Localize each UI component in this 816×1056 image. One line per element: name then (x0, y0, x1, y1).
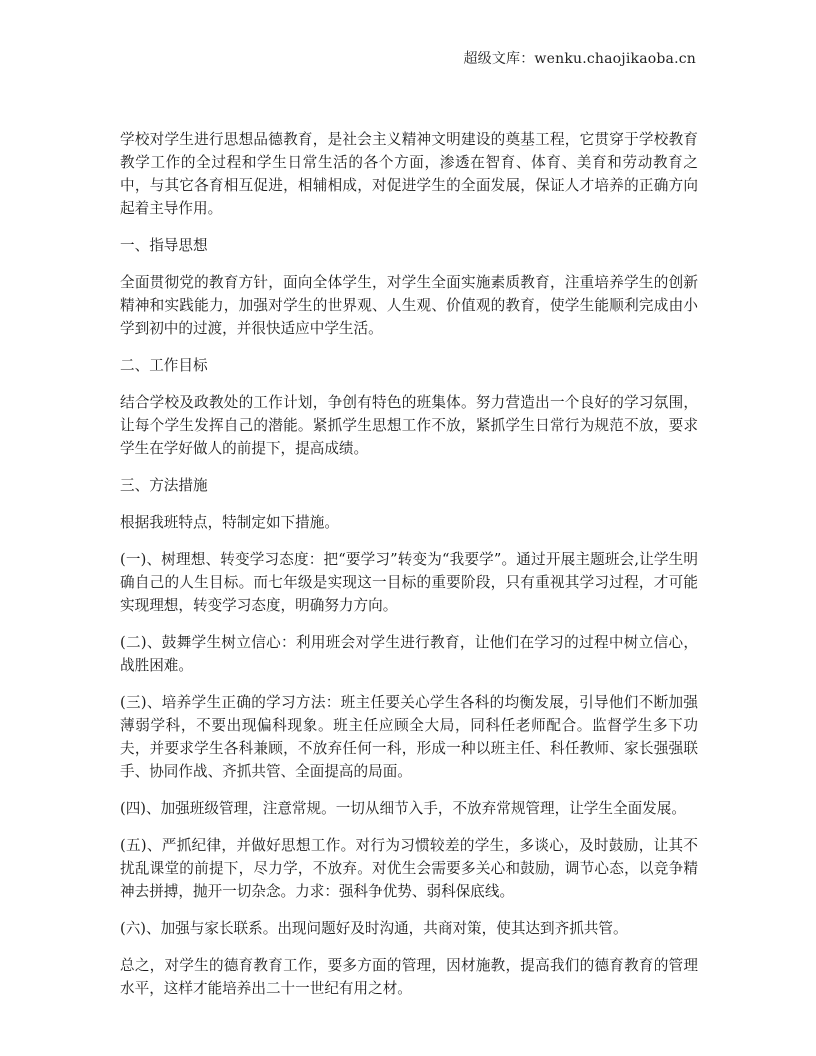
conclusion-paragraph: 总之，对学生的德育教育工作，要多方面的管理，因材施教，提高我们的德育教育的管理水平，这样才能培养出二十一世纪有用之材。 (120, 957, 698, 997)
measure-5-paragraph: (五)、严抓纪律，并做好思想工作。对行为习惯较差的学生，多谈心，及时鼓励，让其不扰乱课堂的前提下，尽力学，不放弃。对优生会需要多关心和鼓励，调节心态，以竞争精神去拼搏，抛开一切杂念。力求：强科争优势、弱科保底线。 (120, 837, 698, 900)
intro-paragraph: 学校对学生进行思想品德教育，是社会主义精神文明建设的奠基工程，它贯穿于学校教育教学工作的全过程和学生日常生活的各个方面，渗透在智育、体育、美育和劳动教育之中，与其它各育相互促进，相辅相成，对促进学生的全面发展，保证人才培养的正确方向起着主导作用。 (120, 131, 698, 217)
measure-1-paragraph: (一)、树理想、转变学习态度：把“要学习”转变为“我要学”。通过开展主题班会,让学生明确自己的人生目标。而七年级是实现这一目标的重要阶段，只有重视其学习过程，才可能实现理想，转变学习态度，明确努力方向。 (120, 551, 698, 614)
work-goals-paragraph: 结合学校及政教处的工作计划，争创有特色的班集体。努力营造出一个良好的学习氛围，让每个学生发挥自己的潜能。紧抓学生思想工作不放，紧抓学生日常行为规范不放，要求学生在学好做人的前提下，提高成绩。 (120, 394, 698, 457)
document-body (120, 128, 698, 1014)
methods-intro-paragraph: 根据我班特点，特制定如下措施。 (120, 514, 339, 531)
section-heading-guiding-ideology: 一、指导思想 (120, 237, 208, 254)
measure-2-paragraph: (二)、鼓舞学生树立信心：利用班会对学生进行教育，让他们在学习的过程中树立信心，战胜困难。 (120, 634, 698, 674)
section-heading-work-goals: 二、工作目标 (120, 357, 208, 374)
measure-6-paragraph: (六)、加强与家长联系。出现问题好及时沟通，共商对策，使其达到齐抓共管。 (120, 920, 628, 937)
site-header-label: 超级文库：wenku.chaojikaoba.cn (463, 51, 696, 67)
measure-3-paragraph: (三)、培养学生正确的学习方法：班主任要关心学生各科的均衡发展，引导他们不断加强薄弱学科，不要出现偏科现象。班主任应顾全大局，同科任老师配合。监督学生多下功夫，并要求学生各科兼顾，不放弃任何一科，形成一种以班主任、科任教师、家长强强联手、协同作战、齐抓共管、全面提高的局面。 (120, 694, 698, 780)
guiding-ideology-paragraph: 全面贯彻党的教育方针，面向全体学生，对学生全面实施素质教育，注重培养学生的创新精神和实践能力，加强对学生的世界观、人生观、价值观的教育，使学生能顺利完成由小学到初中的过渡，并很快适应中学生活。 (120, 274, 698, 337)
measure-4-paragraph: (四)、加强班级管理，注意常规。一切从细节入手，不放弃常规管理，让学生全面发展。 (120, 800, 686, 817)
section-heading-methods: 三、方法措施 (120, 477, 208, 494)
